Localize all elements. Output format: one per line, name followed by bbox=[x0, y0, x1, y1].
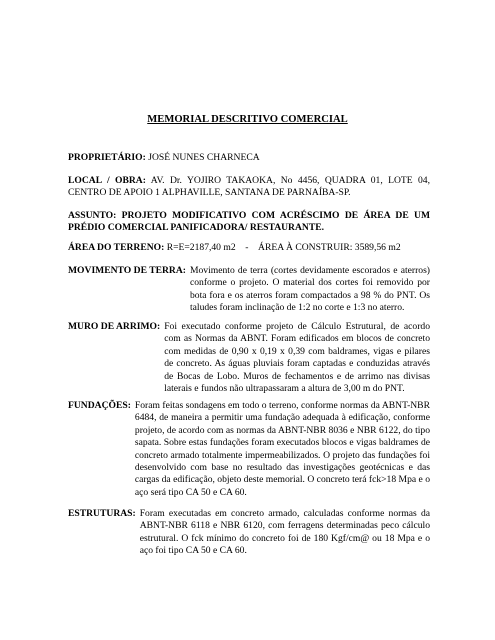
land-area-label: ÁREA DO TERRENO: bbox=[68, 242, 165, 253]
section-text: Foram feitas sondagens em todo o terreno, conforme normas da ABNT-NBR 6484, de maneira a permitir uma fundação adequada à edificação, conforme projeto, de acordo com as normas da ABNT-NBR 8036 e NBR 6122, do tipo sapata. Sobre estas fundações foram executados blocos e vigas baldrames de concreto armado totalmente impermeabilizados. O projeto das fundações foi desenvolvido com base no resultado das investigações geotécnicas e das cargas da edificação, objeto deste memorial. O concreto terá fck>18 Mpa e o aço será tipo CA 50 e CA 60. bbox=[134, 400, 430, 498]
owner-value: JOSÉ NUNES CHARNECA bbox=[148, 152, 260, 163]
area-line bbox=[68, 242, 430, 254]
section-retaining-wall bbox=[68, 321, 430, 395]
section-text: Movimento de terra (cortes devidamente escorados e aterros) conforme o projeto. O material dos cortes foi removido por bota fora e os aterros foram compactados a 98 % do PNT. Os taludes foram inclinação de 1:2 no corte e 1:3 no aterro. bbox=[189, 265, 430, 314]
section-label: MURO DE ARRIMO: bbox=[68, 321, 161, 332]
subject-value: PROJETO MODIFICATIVO COM ACRÉSCIMO DE ÁREA DE UM PRÉDIO COMERCIAL PANIFICADORA/ RESTAURANTE. bbox=[68, 210, 430, 234]
section-foundations bbox=[68, 400, 430, 499]
section-label: ESTRUTURAS: bbox=[68, 508, 136, 519]
subject-paragraph bbox=[68, 210, 430, 235]
section-text: Foram executadas em concreto armado, calculadas conforme normas da ABNT-NBR 6118 e NBR 6120, com ferragens determinadas peco cálculo estrutural. O fck mínimo do concreto foi de 180 Kgf/cm@ ou 18 Mpa e o aço foi tipo CA 50 e CA 60. bbox=[139, 508, 430, 557]
land-area-value: R=E=2187,40 m2 bbox=[166, 242, 236, 253]
section-label: FUNDAÇÕES: bbox=[68, 400, 131, 411]
area-separator: - bbox=[245, 242, 249, 253]
document-title: MEMORIAL DESCRITIVO COMERCIAL bbox=[147, 114, 348, 125]
section-earthworks bbox=[68, 265, 430, 315]
owner-line bbox=[68, 152, 430, 164]
location-paragraph bbox=[68, 175, 430, 200]
location-value: AV. Dr. YOJIRO TAKAOKA, No 4456, QUADRA 01, LOTE 04, CENTRO DE APOIO 1 ALPHAVILLE, SANTANA DE PARNAÍBA-SP. bbox=[68, 175, 430, 199]
subject-label: ASSUNTO: bbox=[68, 210, 117, 221]
section-structures bbox=[68, 508, 430, 558]
location-label: LOCAL / OBRA: bbox=[68, 175, 146, 186]
owner-label: PROPRIETÁRIO: bbox=[68, 152, 146, 163]
build-area-text: ÁREA À CONSTRUIR: 3589,56 m2 bbox=[258, 242, 401, 253]
section-label: MOVIMENTO DE TERRA: bbox=[68, 265, 186, 276]
section-text: Foi executado conforme projeto de Cálculo Estrutural, de acordo com as Normas da ABNT. Foram edificados em blocos de concreto com medidas de 0,90 x 0,19 x 0,39 com baldrames, vigas e pilares de concreto. As águas pluviais foram captadas e conduzidas através de Bocas de Lobo. Muros de fechamentos e de arrimo nas divisas laterais e fundos não ultrapassaram a altura de 3,00 m do PNT. bbox=[164, 321, 430, 395]
